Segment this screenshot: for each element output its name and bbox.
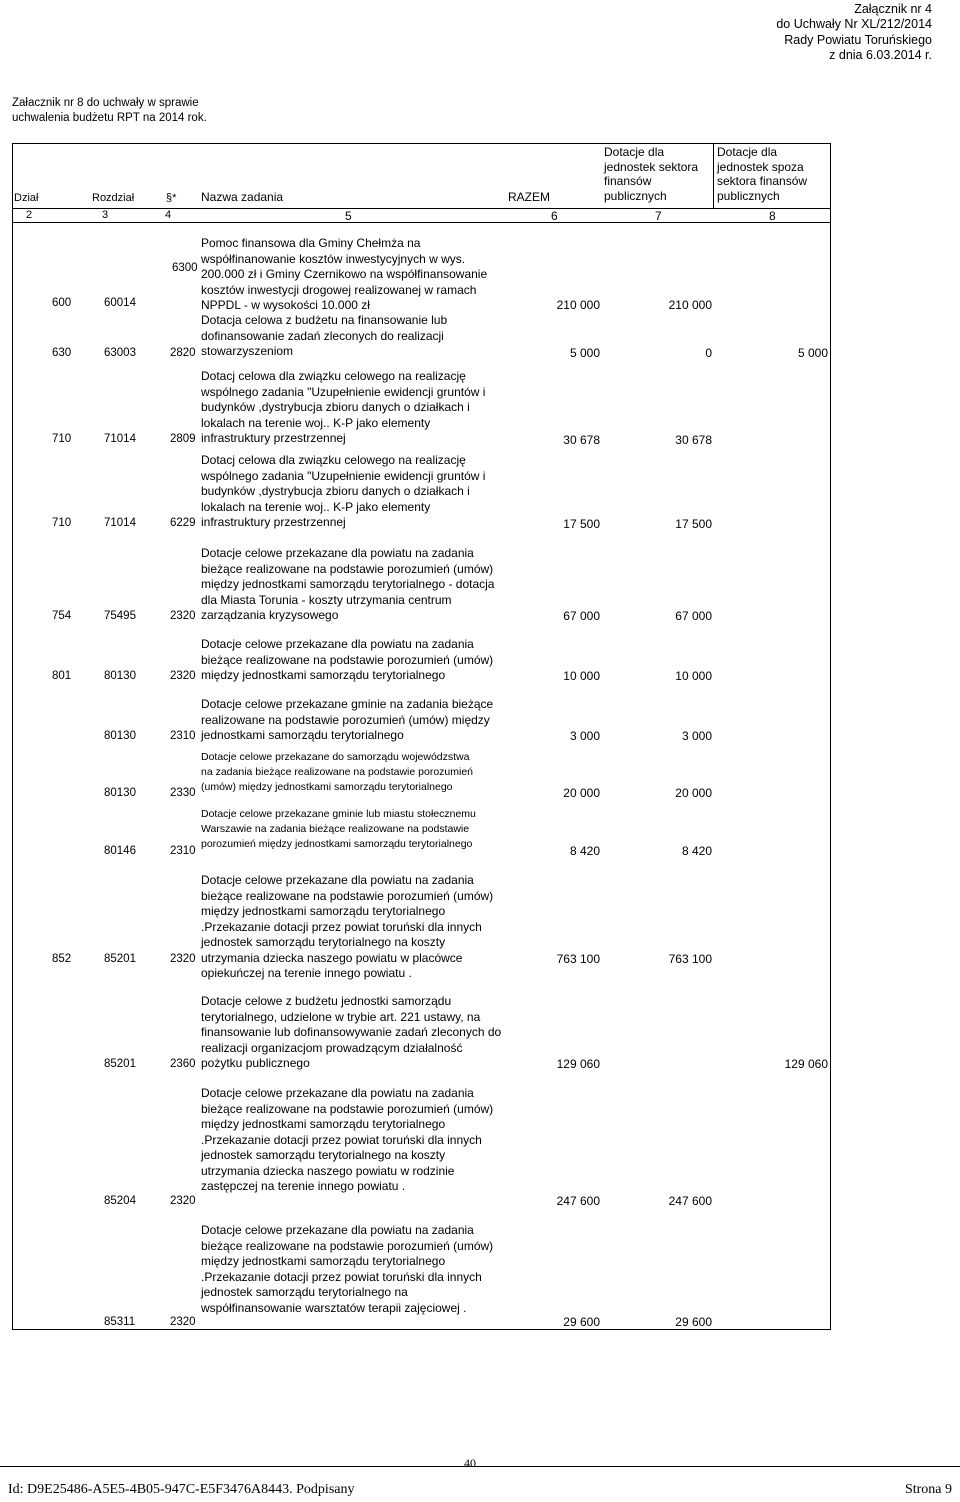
resolution-number: do Uchwały Nr XL/212/2014 bbox=[776, 17, 932, 32]
row-sektor: 17 500 bbox=[675, 517, 712, 531]
col-number-2: 2 bbox=[26, 209, 33, 221]
description-line: infrastruktury przestrzennej bbox=[201, 431, 346, 445]
row-sektor: 10 000 bbox=[675, 669, 712, 683]
row-sektor: 67 000 bbox=[675, 609, 712, 623]
description-line: Dotacje celowe przekazane do samorządu wojewódzstwa bbox=[201, 751, 470, 763]
col-sektor-line-3: finansów bbox=[604, 174, 652, 188]
document-subtitle bbox=[12, 96, 207, 126]
column-number-divider bbox=[12, 222, 831, 223]
row-description bbox=[201, 994, 501, 1072]
row-description bbox=[201, 750, 473, 796]
row-razem: 8 420 bbox=[569, 844, 600, 858]
row-rozdzial: 75495 bbox=[104, 610, 136, 622]
column-divider bbox=[713, 143, 714, 208]
row-razem: 10 000 bbox=[563, 669, 600, 683]
col-nazwa: Nazwa zadania bbox=[201, 190, 284, 204]
description-line: jednostek samorządu terytorialnego na bbox=[201, 1285, 408, 1299]
row-dzial: 801 bbox=[52, 670, 72, 682]
description-line: .Przekazanie dotacji przez powiat toruński dla innych bbox=[201, 919, 482, 934]
row-sektor: 20 000 bbox=[675, 786, 712, 800]
document-id: Id: D9E25486-A5E5-4B05-947C-E5F3476A8443. Podpisany bbox=[8, 1482, 355, 1497]
row-paragraf: 2320 bbox=[170, 953, 196, 965]
description-line: bieżące realizowane na podstawie porozumień (umów) bbox=[201, 888, 494, 903]
row-razem: 210 000 bbox=[556, 298, 600, 312]
description-line: NPPDL - w wysokości 10.000 zł bbox=[201, 298, 370, 312]
row-sektor: 30 678 bbox=[675, 433, 712, 447]
col-number-5: 5 bbox=[345, 209, 352, 223]
row-paragraf: 2360 bbox=[170, 1058, 196, 1070]
row-rozdzial: 71014 bbox=[104, 517, 136, 529]
description-line: Dotacja celowa z budżetu na finansowanie lub bbox=[201, 313, 448, 327]
description-line: na zadania bieżące realizowane na podstawie porozumień bbox=[201, 766, 474, 779]
row-dzial: 754 bbox=[52, 610, 72, 622]
row-rozdzial: 60014 bbox=[104, 297, 136, 309]
description-line: Warszawie na zadania bieżące realizowane na podstawie bbox=[201, 823, 470, 836]
description-line: .Przekazanie dotacji przez powiat toruński dla innych bbox=[201, 1269, 482, 1284]
col-dzial: Dział bbox=[14, 192, 39, 204]
council-name: Rady Powiatu Toruńskiego bbox=[784, 32, 932, 47]
description-line: Dotacj celowa dla związku celowego na realizację bbox=[201, 453, 466, 467]
row-description bbox=[201, 369, 485, 447]
col-spoza-line-4: publicznych bbox=[717, 188, 780, 203]
row-rozdzial: 85201 bbox=[104, 953, 136, 965]
row-description bbox=[201, 873, 493, 982]
description-line: zastępczej na terenie innego powiatu . bbox=[201, 1179, 406, 1193]
row-razem: 5 000 bbox=[569, 346, 600, 360]
row-paragraf: 2320 bbox=[170, 1316, 196, 1328]
row-dzial: 852 bbox=[52, 953, 72, 965]
row-paragraf: 2310 bbox=[170, 845, 196, 857]
row-description bbox=[201, 313, 447, 360]
row-description bbox=[201, 1223, 493, 1316]
row-sektor: 763 100 bbox=[668, 952, 712, 966]
page-number: 40 bbox=[464, 1456, 476, 1470]
description-line: Dotacj celowa dla związku celowego na realizację bbox=[201, 369, 466, 383]
description-line: współfinanowanie kosztów inwestycyjnych w wys. bbox=[201, 251, 466, 266]
description-line: zarządzania kryzysowego bbox=[201, 608, 339, 622]
col-sektor-line-4: publicznych bbox=[604, 188, 667, 203]
description-line: budynków ,dystrybucja zbioru danych o działkach i bbox=[201, 484, 470, 498]
description-line: bieżące realizowane na podstawie porozumień (umów) bbox=[201, 1101, 494, 1116]
row-dzial: 600 bbox=[52, 297, 72, 309]
description-line: wspólnego zadania "Uzupełnienie ewidencji gruntów i bbox=[201, 468, 486, 483]
header-divider bbox=[12, 208, 831, 209]
row-rozdzial: 80130 bbox=[104, 730, 136, 742]
row-razem: 17 500 bbox=[563, 517, 600, 531]
row-razem: 29 600 bbox=[563, 1315, 600, 1329]
description-line: jednostek samorządu terytorialnego na koszty bbox=[201, 1148, 446, 1162]
row-razem: 67 000 bbox=[563, 609, 600, 623]
row-rozdzial: 85201 bbox=[104, 1058, 136, 1070]
row-description bbox=[201, 453, 485, 531]
description-line: jednostkami samorządu terytorialnego bbox=[201, 728, 404, 742]
page-label: Strona 9 bbox=[904, 1482, 952, 1497]
row-paragraf: 2820 bbox=[170, 347, 196, 359]
description-line: Dotacje celowe przekazane gminie lub miastu stołecznemu bbox=[201, 808, 476, 820]
description-line: Dotacje celowe przekazane dla powiatu na zadania bbox=[201, 1223, 474, 1237]
row-description bbox=[201, 807, 476, 853]
row-razem: 30 678 bbox=[563, 433, 600, 447]
col-number-8: 8 bbox=[769, 209, 776, 223]
description-line: jednostek samorządu terytorialnego na koszty bbox=[201, 935, 446, 949]
row-sektor: 3 000 bbox=[681, 729, 712, 743]
row-rozdzial: 80130 bbox=[104, 670, 136, 682]
row-description bbox=[201, 1086, 493, 1195]
description-line: bieżące realizowane na podstawie porozumień (umów) bbox=[201, 561, 494, 576]
description-line: opiekuńczej na terenie innego powiatu . bbox=[201, 966, 412, 980]
row-paragraf: 6300 bbox=[172, 262, 198, 274]
row-rozdzial: 80130 bbox=[104, 787, 136, 799]
attachment-header bbox=[776, 2, 932, 64]
description-line: Dotacje celowe przekazane gminie na zadania bieżące bbox=[201, 697, 494, 711]
description-line: Dotacje celowe przekazane dla powiatu na zadania bbox=[201, 546, 474, 560]
row-razem: 3 000 bbox=[569, 729, 600, 743]
description-line: Pomoc finansowa dla Gminy Chełmża na bbox=[201, 236, 421, 250]
description-line: stowarzyszeniom bbox=[201, 344, 294, 358]
row-description bbox=[201, 637, 493, 684]
description-line: Dotacje celowe przekazane dla powiatu na zadania bbox=[201, 1086, 474, 1100]
description-line: dofinansowanie zadań zleconych do realizacji bbox=[201, 328, 444, 343]
description-line: między jednostkami samorządu terytorialnego bbox=[201, 668, 446, 682]
row-sektor: 210 000 bbox=[668, 298, 712, 312]
description-line: pożytku publicznego bbox=[201, 1056, 310, 1070]
col-paragraf: §* bbox=[166, 192, 177, 204]
description-line: 200.000 zł i Gminy Czernikowo na współfinansowanie bbox=[201, 267, 488, 281]
row-rozdzial: 63003 bbox=[104, 347, 136, 359]
row-razem: 247 600 bbox=[556, 1194, 600, 1208]
row-sektor: 0 bbox=[705, 346, 712, 360]
row-paragraf: 2320 bbox=[170, 610, 196, 622]
row-spoza: 5 000 bbox=[797, 346, 828, 360]
description-line: między jednostkami samorządu terytorialnego - dotacja bbox=[201, 577, 495, 591]
subtitle-line-2: uchwalenia budżetu RPT na 2014 rok. bbox=[12, 112, 207, 124]
row-description bbox=[201, 697, 493, 744]
col-spoza-line-3: sektora finansów bbox=[717, 174, 808, 188]
description-line: współfinansowanie warsztatów terapii zajęciowej . bbox=[201, 1300, 467, 1315]
description-line: infrastruktury przestrzennej bbox=[201, 515, 346, 529]
resolution-date: z dnia 6.03.2014 r. bbox=[829, 48, 932, 63]
col-rozdzial: Rozdział bbox=[92, 192, 135, 204]
description-line: utrzymania dziecka naszego powiatu w rodzinie bbox=[201, 1163, 455, 1178]
col-spoza bbox=[717, 145, 807, 203]
description-line: między jednostkami samorządu terytorialnego bbox=[201, 1254, 446, 1268]
row-rozdzial: 85204 bbox=[104, 1195, 136, 1207]
description-line: realizacji organizacjom prowadzącym działalność bbox=[201, 1040, 463, 1055]
row-rozdzial: 85311 bbox=[104, 1316, 136, 1328]
col-sektor-line-2: jednostek sektora bbox=[604, 159, 699, 174]
description-line: kosztów inwestycji drogowej realizowanej w ramach bbox=[201, 282, 477, 297]
description-line: Dotacje celowe przekazane dla powiatu na zadania bbox=[201, 873, 474, 887]
row-paragraf: 6229 bbox=[170, 517, 196, 529]
description-line: lokalach na terenie woj.. K-P jako elementy bbox=[201, 415, 431, 430]
description-line: Dotacje celowe z budżetu jednostki samorządu bbox=[201, 994, 452, 1008]
description-line: (umów) między jednostkami samorządu terytorialnego bbox=[201, 781, 453, 794]
col-sektor-line-1: Dotacje dla bbox=[604, 145, 665, 159]
description-line: budynków ,dystrybucja zbioru danych o działkach i bbox=[201, 400, 470, 414]
description-line: terytorialnego, udzielone w trybie art. 221 ustawy, na bbox=[201, 1009, 481, 1024]
subtitle-line-1: Załacznik nr 8 do uchwały w sprawie bbox=[12, 97, 199, 109]
col-spoza-line-1: Dotacje dla bbox=[717, 145, 778, 159]
description-line: lokalach na terenie woj.. K-P jako elementy bbox=[201, 499, 431, 514]
col-number-6: 6 bbox=[551, 209, 558, 223]
col-number-7: 7 bbox=[655, 209, 662, 223]
description-line: realizowane na podstawie porozumień (umów) między bbox=[201, 712, 490, 727]
row-dzial: 630 bbox=[52, 347, 72, 359]
description-line: utrzymania dziecka naszego powiatu w placówce bbox=[201, 950, 463, 965]
row-description bbox=[201, 236, 487, 314]
col-number-4: 4 bbox=[165, 209, 172, 221]
row-description bbox=[201, 546, 494, 624]
row-paragraf: 2320 bbox=[170, 1195, 196, 1207]
description-line: wspólnego zadania "Uzupełnienie ewidencji gruntów i bbox=[201, 384, 486, 399]
row-paragraf: 2809 bbox=[170, 433, 196, 445]
row-rozdzial: 71014 bbox=[104, 433, 136, 445]
description-line: między jednostkami samorządu terytorialnego bbox=[201, 904, 446, 918]
row-razem: 763 100 bbox=[556, 952, 600, 966]
row-razem: 20 000 bbox=[563, 786, 600, 800]
row-dzial: 710 bbox=[52, 517, 72, 529]
row-rozdzial: 80146 bbox=[104, 845, 136, 857]
row-sektor: 29 600 bbox=[675, 1315, 712, 1329]
row-sektor: 8 420 bbox=[681, 844, 712, 858]
description-line: bieżące realizowane na podstawie porozumień (umów) bbox=[201, 1238, 494, 1253]
col-sektor bbox=[604, 145, 698, 203]
row-razem: 129 060 bbox=[556, 1057, 600, 1071]
description-line: porozumień między jednostkami samorządu terytorialnego bbox=[201, 838, 473, 851]
description-line: bieżące realizowane na podstawie porozumień (umów) bbox=[201, 652, 494, 667]
col-spoza-line-2: jednostek spoza bbox=[717, 159, 804, 174]
description-line: Dotacje celowe przekazane dla powiatu na zadania bbox=[201, 637, 474, 651]
col-number-3: 3 bbox=[102, 209, 109, 221]
description-line: .Przekazanie dotacji przez powiat toruński dla innych bbox=[201, 1132, 482, 1147]
row-paragraf: 2320 bbox=[170, 670, 196, 682]
description-line: dla Miasta Torunia - koszty utrzymania centrum bbox=[201, 592, 452, 607]
row-dzial: 710 bbox=[52, 433, 72, 445]
description-line: między jednostkami samorządu terytorialnego bbox=[201, 1117, 446, 1131]
row-paragraf: 2330 bbox=[170, 787, 196, 799]
attachment-number: Załącznik nr 4 bbox=[854, 2, 932, 16]
row-spoza: 129 060 bbox=[784, 1057, 828, 1071]
col-razem: RAZEM bbox=[508, 190, 550, 204]
document-footer bbox=[0, 1466, 960, 1502]
description-line: finansowanie lub dofinansowywanie zadań zleconych do bbox=[201, 1025, 502, 1039]
row-paragraf: 2310 bbox=[170, 730, 196, 742]
row-sektor: 247 600 bbox=[668, 1194, 712, 1208]
